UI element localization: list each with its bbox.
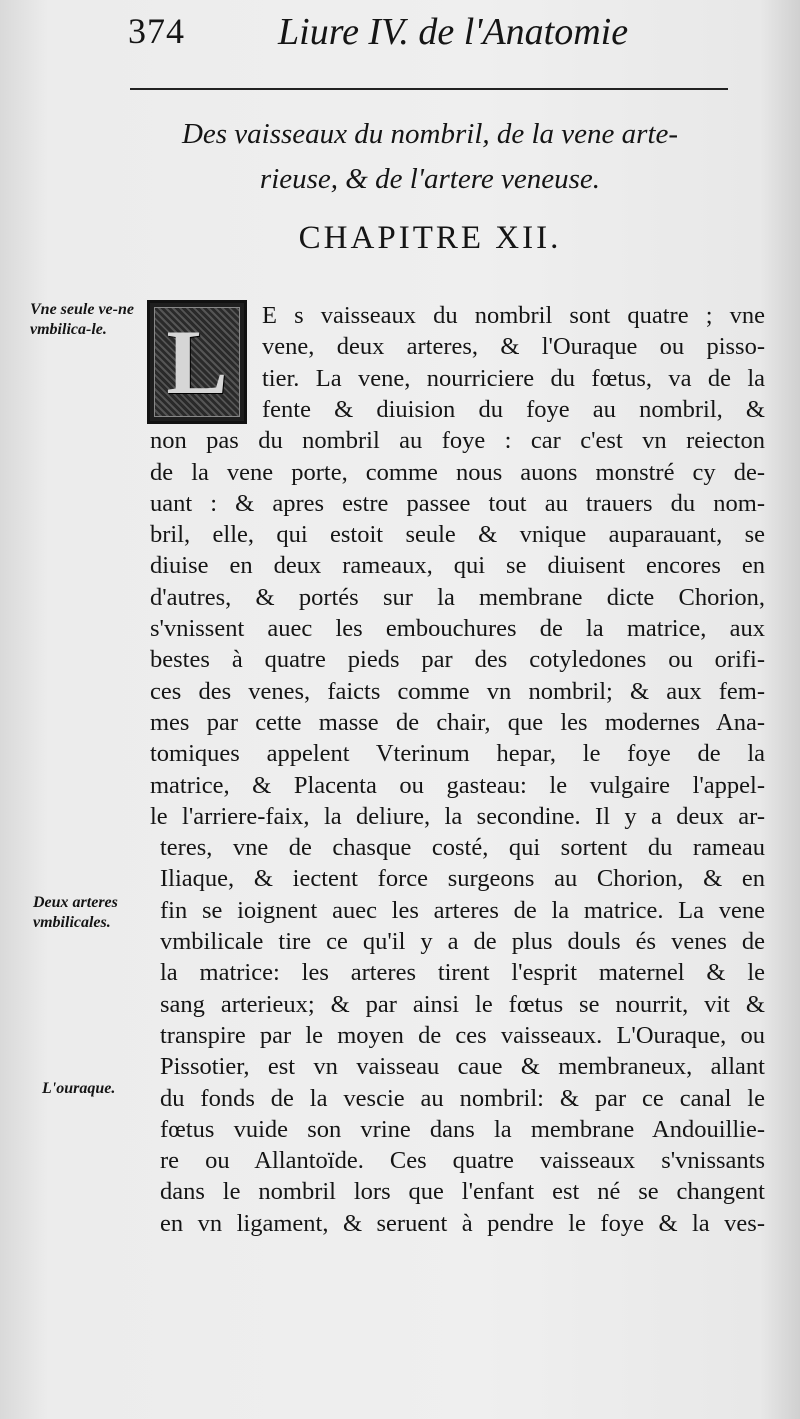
text-line: ces des venes, faicts comme vn nombril; & aux fem- — [150, 677, 765, 705]
text-line: tomiques appelent Vterinum hepar, le foye de la — [150, 740, 765, 768]
text-line: de la vene porte, comme nous auons monstré cy de- — [150, 458, 765, 486]
text-line: en vn ligament, & seruent à pendre le foye & la ves- — [160, 1209, 765, 1237]
decorated-initial — [147, 300, 247, 424]
text-line: fœtus vuide son vrine dans la membrane Andouillie- — [160, 1115, 765, 1143]
text-line: mes par cette masse de chair, que les modernes Ana- — [150, 708, 765, 736]
margin-note-vene: Vne seule ve-ne vmbilica-le. — [30, 301, 134, 338]
page-number: 374 — [128, 11, 185, 51]
text-line: bril, elle, qui estoit seule & vnique auparauant, se — [150, 521, 765, 549]
initial-ornament — [154, 307, 240, 417]
text-line: le l'arriere-faix, la deliure, la secondine. Il y a deux ar- — [150, 802, 765, 830]
text-line: dans le nombril lors que l'enfant est né se changent — [160, 1178, 765, 1206]
chapter-title — [150, 112, 710, 202]
chapter-title-line: rieuse, & de l'artere veneuse. — [259, 163, 601, 195]
initial-letter: L — [166, 311, 228, 413]
text-line: re ou Allantoïde. Ces quatre vaisseaux s'vnissants — [160, 1147, 765, 1175]
text-line: fente & diuision du foye au nombril, & — [262, 395, 765, 423]
running-title: Liure IV. de l'Anatomie — [278, 11, 629, 53]
header-rule — [130, 88, 728, 90]
text-line: tier. La vene, nourriciere du fœtus, va de la — [262, 364, 765, 392]
text-line: Pissotier, est vn vaisseau caue & membraneux, allant — [160, 1053, 765, 1081]
text-line: non pas du nombril au foye : car c'est vn reiecton — [150, 427, 765, 455]
text-line: la matrice: les arteres tirent l'esprit maternel & le — [160, 959, 765, 987]
chapter-title-line: Des vaisseaux du nombril, de la vene arte- — [181, 118, 679, 150]
text-line: Iliaque, & iectent force surgeons au Chorion, & en — [160, 865, 765, 893]
text-line: transpire par le moyen de ces vaisseaux. L'Ouraque, ou — [160, 1021, 765, 1049]
text-line: diuise en deux rameaux, qui se diuisent encores en — [150, 552, 765, 580]
text-line: sang arterieux; & par ainsi le fœtus se nourrit, vit & — [160, 990, 765, 1018]
text-line: matrice, & Placenta ou gasteau: le vulgaire l'appel- — [150, 771, 765, 799]
text-line: teres, vne de chasque costé, qui sortent du rameau — [160, 834, 765, 862]
text-line: fin se ioignent auec les arteres de la matrice. La vene — [160, 896, 765, 924]
chapter-number: CHAPITRE XII. — [298, 220, 562, 256]
margin-note-arteres: Deux arteres vmbilicales. — [33, 894, 118, 931]
text-line: vene, deux arteres, & l'Ouraque ou pisso- — [262, 333, 765, 361]
text-line: E s vaisseaux du nombril sont quatre ; vne — [262, 302, 765, 329]
text-line: d'autres, & portés sur la membrane dicte Chorion, — [150, 583, 765, 611]
text-line: du fonds de la vescie au nombril: & par ce canal le — [160, 1084, 765, 1112]
text-line: vmbilicale tire ce qu'il y a de plus douls és venes de — [160, 928, 765, 955]
text-line: bestes à quatre pieds par des cotyledones ou orifi- — [150, 646, 765, 674]
margin-note-ouraque: L'ouraque. — [42, 1080, 116, 1097]
text-line: uant : & apres estre passee tout au trauers du nom- — [150, 489, 765, 517]
text-line: s'vnissent auec les embouchures de la matrice, aux — [150, 615, 765, 642]
page-header — [128, 10, 728, 54]
